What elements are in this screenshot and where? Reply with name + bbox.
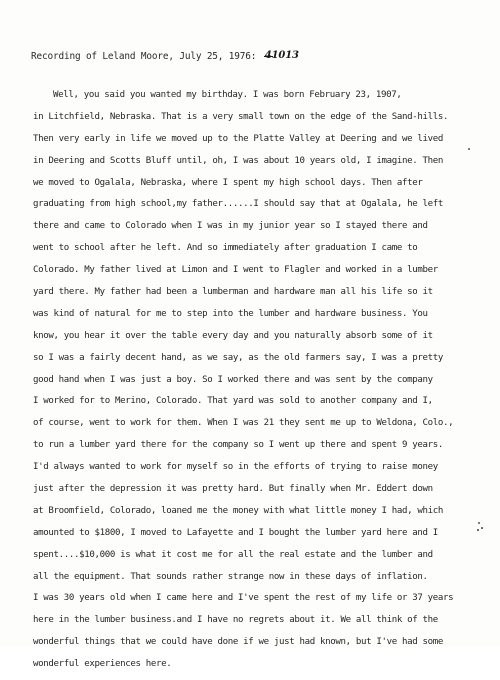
scan-speck bbox=[468, 148, 470, 150]
text-line: graduating from high school,my father......I should say that at Ogalala, he left bbox=[33, 199, 443, 210]
text-line: Then very early in life we moved up to the Platte Valley at Deering and we lived bbox=[33, 133, 443, 144]
text-line: good hand when I was just a boy. So I worked there and was sent by the company bbox=[33, 374, 433, 385]
text-line: here in the lumber business.and I have no regrets about it. We all think of the bbox=[33, 615, 438, 626]
scan-speck bbox=[477, 529, 479, 531]
text-line: Colorado. My father lived at Limon and I went to Flagler and worked in a lumber bbox=[33, 265, 438, 276]
text-line: at Broomfield, Colorado, loaned me the money with what little money I had, which bbox=[33, 505, 443, 516]
text-line: all the equipment. That sounds rather strange now in these days of inflation. bbox=[33, 571, 428, 582]
scan-speck bbox=[478, 522, 480, 524]
text-line: I'd always wanted to work for myself so in the efforts of trying to raise money bbox=[33, 462, 438, 473]
page-number: 1013 bbox=[271, 50, 299, 61]
text-line: just after the depression it was pretty hard. But finally when Mr. Eddert down bbox=[33, 484, 433, 495]
struck-digit: 4 bbox=[264, 50, 272, 61]
text-line: wonderful things that we could have done if we just had known, but I've had some bbox=[33, 637, 443, 648]
text-line: wonderful experiences here. bbox=[33, 659, 172, 670]
text-line: went to school after he left. And so immediately after graduation I came to bbox=[33, 243, 418, 254]
text-line: to run a lumber yard there for the company so I went up there and spent 9 years. bbox=[33, 440, 443, 451]
text-line: I worked for to Merino, Colorado. That yard was sold to another company and I, bbox=[33, 396, 433, 407]
text-line: yard there. My father had been a lumberman and hardware man all his life so it bbox=[33, 287, 433, 298]
text-line: so I was a fairly decent hand, as we say, as the old farmers say, I was a pretty bbox=[33, 352, 443, 363]
text-line: spent....$10,000 is what it cost me for all the real estate and the lumber and bbox=[33, 549, 433, 560]
heading-text: Recording of Leland Moore, July 25, 1976: bbox=[31, 51, 257, 62]
scan-speck bbox=[481, 527, 483, 529]
text-line: there and came to Colorado when I was in my junior year so I stayed there and bbox=[33, 221, 428, 232]
text-line: I was 30 years old when I came here and I've spent the rest of my life or 37 years bbox=[33, 593, 454, 604]
text-line: in Litchfield, Nebraska. That is a very small town on the edge of the Sand-hills. bbox=[33, 111, 449, 122]
text-line: was kind of natural for me to step into the lumber and hardware business. You bbox=[33, 308, 428, 319]
document-heading bbox=[31, 51, 299, 62]
text-line: in Deering and Scotts Bluff until, oh, I was about 10 years old, I imagine. Then bbox=[33, 155, 443, 166]
transcript-body bbox=[33, 89, 483, 680]
text-line: know, you hear it over the table every day and you naturally absorb some of it bbox=[33, 330, 433, 341]
handwritten-page-number bbox=[265, 50, 299, 61]
text-line: we moved to Ogalala, Nebraska, where I spent my high school days. Then after bbox=[33, 177, 423, 188]
text-line: amounted to $1800, I moved to Lafayette and I bought the lumber yard here and I bbox=[33, 527, 438, 538]
text-line: of course, went to work for them. When I was 21 they sent me up to Weldona, Colo., bbox=[33, 418, 454, 429]
text-line: Well, you said you wanted my birthday. I was born February 23, 1907, bbox=[53, 90, 402, 100]
